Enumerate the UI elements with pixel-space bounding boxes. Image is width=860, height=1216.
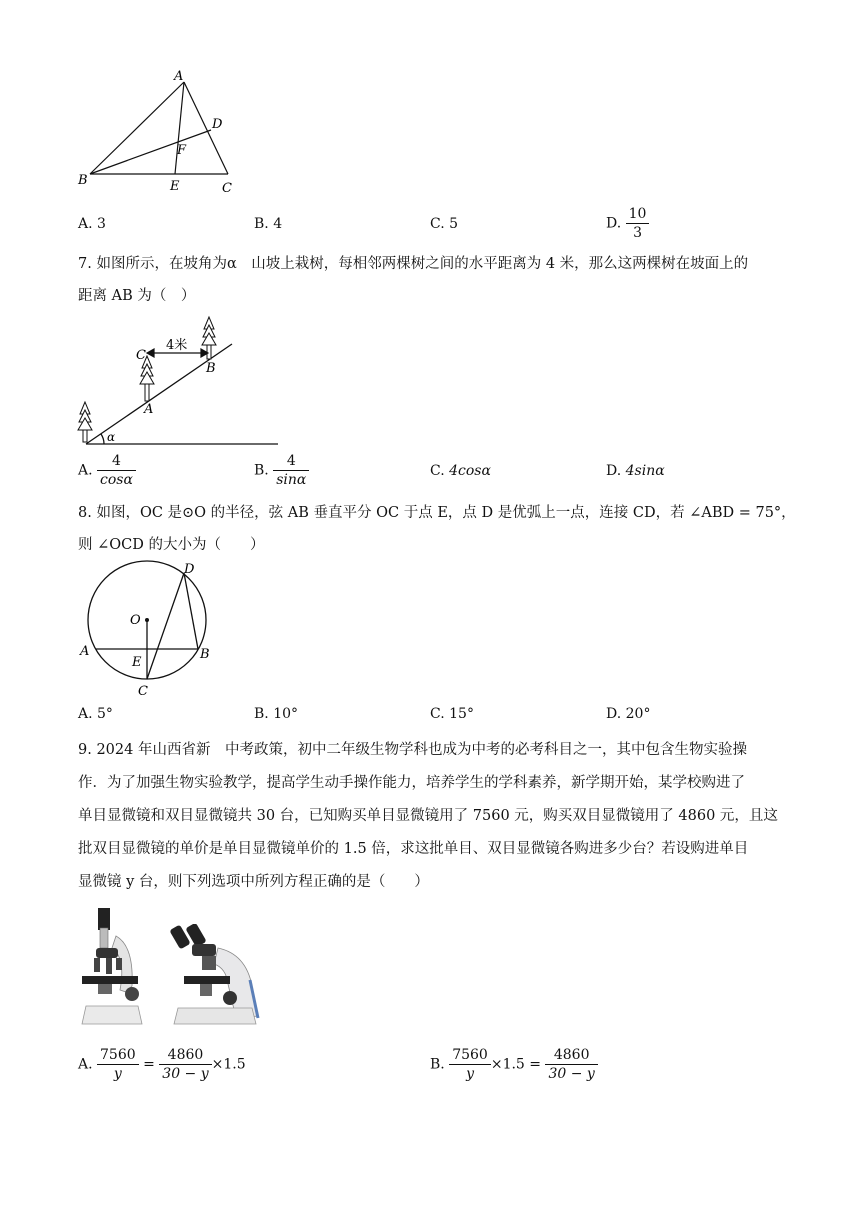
fraction: $\frac{4860}{30 - y}$ — [159, 1046, 211, 1083]
q9-stem-line5: 显微镜 y 台，则下列选项中所列方程正确的是（ ） — [78, 874, 429, 890]
q9-stem-line2: 作．为了加强生物实验教学，提高学生动手操作能力，培养学生的学科素养，新学期开始，某学校购进了 — [78, 775, 745, 791]
q7-option-b[interactable]: B. $\frac{4}{\sin\alpha}$ — [254, 452, 309, 489]
q9-option-a[interactable]: A. $\frac{7560}{y}$ = $\frac{4860}{30 - y}$ ×1.5 — [78, 1047, 246, 1082]
q6-triangle-figure — [70, 66, 250, 198]
label-A: A — [144, 402, 154, 417]
fraction: $\frac{7560}{y}$ — [97, 1046, 139, 1083]
fraction: $\frac{10}{3}$ — [626, 205, 650, 242]
q6-option-b[interactable]: B. 4 — [254, 216, 283, 232]
label-E: E — [170, 179, 180, 194]
q8-stem-line1: 8. 如图，OC 是⊙O 的半径，弦 AB 垂直平分 OC 于点 E，点 D 是优弧上一点，连接 CD，若 ∠ABD = 75°， — [78, 505, 796, 521]
label-D: D — [184, 562, 195, 577]
fraction: $\frac{4860}{30 - y}$ — [545, 1046, 597, 1083]
q7-stem-line2: 距离 AB 为（ ） — [78, 288, 196, 304]
q6-option-a[interactable]: A. 3 — [78, 216, 106, 232]
label-F: F — [177, 143, 187, 158]
label-B: B — [200, 647, 210, 662]
binocular-microscope-icon — [166, 924, 262, 1028]
distance-label: 4米 — [166, 338, 188, 353]
label-B: B — [206, 361, 216, 376]
label-alpha: α — [107, 430, 116, 444]
label-B: B — [78, 173, 88, 188]
fraction: $\frac{7560}{y}$ — [449, 1046, 491, 1083]
tree-icon — [78, 402, 92, 442]
q8-circle-figure — [74, 560, 224, 702]
q7-stem-line1: 7. 如图所示，在坡角为α 山坡上栽树，每相邻两棵树之间的水平距离为 4 米，那么这两棵树在坡面上的 — [78, 256, 749, 272]
fraction: $\frac{4}{\cos\alpha}$ — [97, 452, 136, 489]
q8-option-a[interactable]: A. 5° — [78, 706, 113, 722]
q9-stem-line3: 单目显微镜和双目显微镜共 30 台，已知购买单目显微镜用了 7560 元，购买双目显微镜用了 4860 元，且这 — [78, 808, 778, 824]
q6-option-c[interactable]: C. 5 — [430, 216, 459, 232]
q7-slope-figure — [74, 314, 284, 450]
label-C: C — [222, 181, 232, 196]
label-D: D — [212, 117, 223, 132]
label-A: A — [80, 644, 90, 659]
q8-option-c[interactable]: C. 15° — [430, 706, 474, 722]
label-C: C — [138, 684, 148, 699]
q7-option-d[interactable]: D. 4sinα — [606, 463, 665, 479]
q7-option-a[interactable]: A. $\frac{4}{\cos\alpha}$ — [78, 452, 136, 489]
q8-option-b[interactable]: B. 10° — [254, 706, 299, 722]
monocular-microscope-icon — [76, 906, 148, 1028]
q9-option-b[interactable]: B. $\frac{7560}{y}$ ×1.5 = $\frac{4860}{30 - y}$ — [430, 1046, 598, 1083]
q6-option-d[interactable]: D. $\frac{10}{3}$ — [606, 205, 649, 242]
label-A: A — [174, 69, 184, 84]
label-O: O — [130, 613, 141, 628]
label-E: E — [132, 655, 142, 670]
q9-stem-line4: 批双目显微镜的单价是单目显微镜单价的 1.5 倍，求这批单目、双目显微镜各购进多少台？若设购进单目 — [78, 841, 749, 857]
label-C: C — [136, 348, 146, 363]
fraction: $\frac{4}{\sin\alpha}$ — [273, 452, 309, 489]
q9-stem-line1: 9. 2024 年山西省新 中考政策，初中二年级生物学科也成为中考的必考科目之一，其中包含生物实验操 — [78, 742, 747, 758]
q7-option-c[interactable]: C. 4cosα — [430, 463, 491, 479]
q8-stem-line2: 则 ∠OCD 的大小为（ ） — [78, 537, 265, 553]
q8-option-d[interactable]: D. 20° — [606, 706, 651, 722]
